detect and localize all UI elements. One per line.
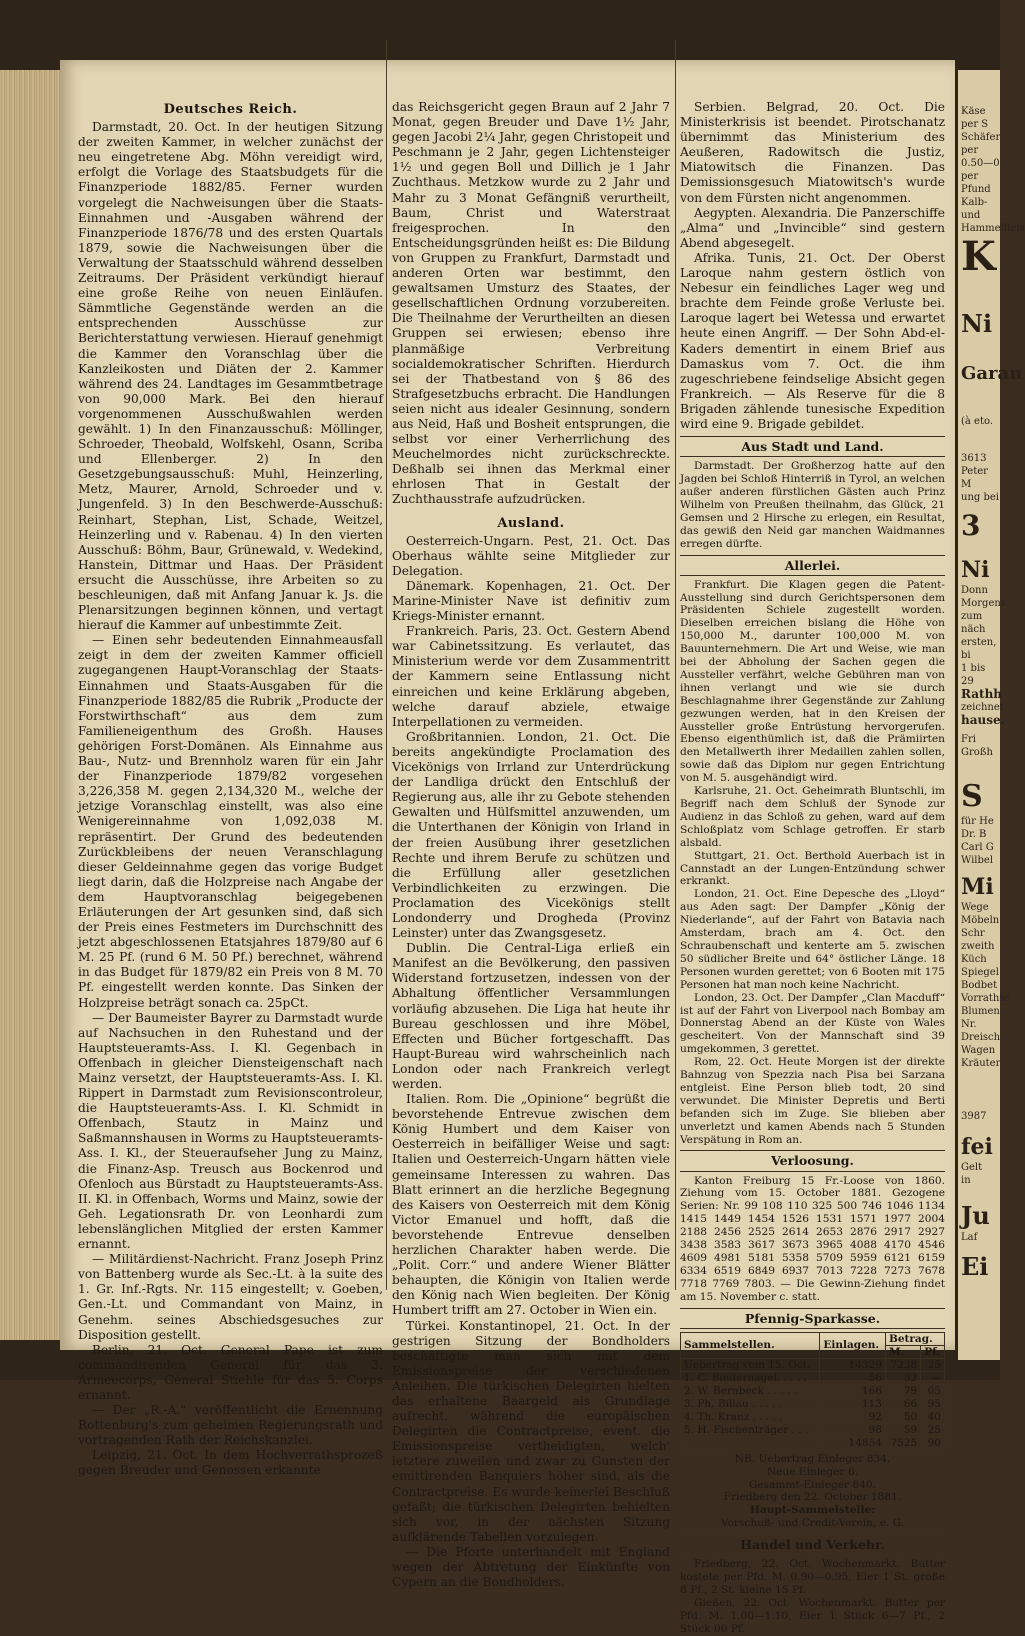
strip-line: Großh bbox=[961, 747, 993, 758]
table-cell bbox=[681, 1436, 820, 1449]
article-paragraph: — Einen sehr bedeutenden Einnahmeausfall zeigt in dem der zweiten Kammer officiell zugegangenen Haupt-Voranschlag der Staats-Einnahmen und Staats-Ausgaben für die Finanzperiode 1882/85 die Rubrik „Producte der Forstwirthschaft“ aus dem zum Familieneigenthum des Großh. Hauses gehörigen Forst-Domänen. Als Einnahme aus Bau-, Nutz- und Brennholz waren für ein Jahr der Finanzperiode 1879/82 vorgesehen 3,226,358 M. gegen 2,134,320 M., welche der jetzige Voranschlag einstellt, was also eine Wenigereinnahme von 1,092,038 M. repräsentirt. Der Grund des bedeutenden Zurückbleibens der neuen Veranschlagung dieser Geldeinnahme gegen das vorige Budget liegt darin, daß die Holzpreise nach Angabe der dem Hauptvoranschlag beigegebenen Erläuterungen der Art gesunken sind, daß sich der Preis eines Festmeters im Durchschnitt des jetzt abgeschlossenen Etatsjahres 1879/80 auf 6 M. 25 Pf. (rund 6 M. 50 Pf.) berechnet, während in das Budget für 1879/82 ein Preis von 8 M. 70 Pf. eingestellt werden konnte. Das Sinken der Holzpreise beträgt sonach ca. 25pCt. bbox=[78, 633, 383, 1010]
heading-sparkasse: Pfennig-Sparkasse. bbox=[680, 1308, 945, 1329]
strip-line: Wagen bbox=[961, 1045, 996, 1056]
article-paragraph: London, 23. Oct. Der Dampfer „Clan Macduff“ ist auf der Fahrt von Liverpool nach Bombay am Donnerstag Abend an der Küste von Wales gescheitert. Von der Mannschaft sind 39 umgekommen, 3 gerettet. bbox=[680, 991, 945, 1056]
strip-line: Wege bbox=[961, 902, 989, 913]
article-paragraph: Dublin. Die Central-Liga erließ ein Manifest an die Bevölkerung, den passiven Widerstand fortzusetzen, indessen von der Abhaltung öffentlicher Versammlungen vorläufig abzusehen. Die Liga hat heute ihr Bureau geschlossen und ihre Möbel, Effecten und Bücher fortgeschafft. Das Haupt-Bureau wird wahrscheinlich nach London oder nach Frankreich verlegt werden. bbox=[392, 941, 670, 1091]
table-cell: 3. Ph. Billau . . . . . bbox=[681, 1397, 820, 1410]
table-cell: 4. Th. Kranz . . . . . bbox=[681, 1410, 820, 1423]
strip-line: Fri bbox=[961, 734, 976, 745]
table-header: M. bbox=[885, 1345, 920, 1358]
strip-line: hause. bbox=[961, 713, 1005, 727]
strip-line: für He bbox=[961, 816, 994, 827]
article-paragraph: Aegypten. Alexandria. Die Panzerschiffe „Alma“ und „Invincible“ sind gestern Abend abgesegelt. bbox=[680, 205, 945, 250]
article-paragraph: Darmstadt. Der Großherzog hatte auf den Jagden bei Schloß Hinterriß in Tyrol, an welchen außer anderen fürstlichen Gästen auch Prinz Wilhelm von Preußen theilnahm, das Glück, 21 Gemsen und 2 Hirsche zu erlegen, ein Resultat, das gewiß den Neid gar manchen Waidmannes erregen dürfte. bbox=[680, 460, 945, 550]
sparkasse-table bbox=[680, 1332, 945, 1450]
strip-line: 3 bbox=[961, 509, 981, 542]
strip-line: Garan bbox=[961, 363, 1023, 384]
heading-verloosung: Verloosung. bbox=[680, 1150, 945, 1171]
article-paragraph: — Der Baumeister Bayrer zu Darmstadt wurde auf Nachsuchen in den Ruhestand und der Hauptsteueramts-Ass. I. Kl. Gegenbach in Offenbach in gleicher Diensteigenschaft nach Mainz versetzt, der Hauptsteueramts-Ass. I. Kl. Rippert in Darmstadt zum Revisionscontroleur, die Hauptsteueramts-Ass. I. Kl. Schmidt in Offenbach, Stautz in Mainz und Saßmannshausen in Worms zu Hauptsteueramts-Ass. I. Kl., der Steueraufseher Jung zu Mainz, die Finanz-Asp. Treusch aus Bockenrod und Ofenloch aus Bürstadt zu Hauptsteueramts-Ass. II. Kl. in Offenbach, Worms und Mainz, sowie der Geh. Legationsrath Dr. von Leonhardi zum lebenslänglichen Mitglied der ersten Kammer ernannt. bbox=[78, 1010, 383, 1252]
heading-handel-und-verkehr: Handel und Verkehr. bbox=[680, 1534, 945, 1555]
article-paragraph: Berlin, 21. Oct. General Pape ist zum commandirenden General für das 3. Armeecorps, General Stiehle für das 5. Corps ernannt. bbox=[78, 1342, 383, 1402]
strip-line: zweith bbox=[961, 941, 995, 952]
spar-note: Vorschuß- und Credit-Verein, e. G. bbox=[720, 1517, 905, 1530]
lottery-notice: Kanton Freiburg 15 Fr.-Loose von 1860. Ziehung vom 15. October 1881. Gezogene Serien: Nr. 99 108 110 325 500 746 1046 1134 1415 1449 1454 1526 1531 1571 1977 2004 2188 2456 2525 2614 2653 2876 2917 2927 3438 3583 3617 3673 3965 4088 4170 4546 4609 4981 5181 5358 5709 5959 6121 6159 6334 6519 6849 6937 7013 7228 7273 7678 7718 7769 7803. — Die Gewinn-Ziehung findet am 15. November c. statt. bbox=[680, 1174, 945, 1303]
table-cell: 98 bbox=[820, 1423, 886, 1436]
article-paragraph: Serbien. Belgrad, 20. Oct. Die Ministerkrisis ist beendet. Pirotschanatz übernimmt das Ministerium des Aeußeren, Radowitsch die Justiz, Miatowitsch die Finanzen. Das Demissionsgesuch Miatowitsch's wurde von dem Fürsten nicht angenommen. bbox=[680, 100, 945, 205]
strip-line: Schr bbox=[961, 928, 985, 939]
table-cell: — bbox=[921, 1371, 945, 1384]
article-continuation: das Reichsgericht gegen Braun auf 2 Jahr 7 Monat, gegen Breuder und Dave 1½ Jahr, gegen Jacobi 2¼ Jahr, gegen Christopeit und Peschmann je 2 Jahr, gegen Lichtensteiger 1½ und gegen Boll und Dillich je 1 Jahr Zuchthaus. Metzkow wurde zu 2 Jahr und Mahr zu 3 Monat Gefängniß verurtheilt, Baum, Christ und Waterstraat freigesprochen. In den Entscheidungsgründen heißt es: Die Bildung von Gruppen zu Frankfurt, Darmstadt und anderen Orten war bestimmt, den gewaltsamen Umsturz des Staates, der gesellschaftlichen Ordnung vorzubereiten. Die Theilnahme der Verurtheilten an diesen Gruppen sei erwiesen; ebenso ihre planmäßige Verbreitung socialdemokratischer Schriften. Hierdurch sei der Thatbestand von § 86 des Strafgesetzbuchs erbracht. Die Handlungen seien nicht aus idealer Gesinnung, sondern aus Neid, Haß und Bosheit entsprungen, die selbst vor einer Verherrlichung des Meuchelmordes nicht zurückschreckte. Deßhalb sei ihnen das Merkmal einer ehrlosen That in Gestalt der Zuchthausstrafe aufzudrücken. bbox=[392, 100, 670, 507]
strip-line: (à eto. bbox=[961, 416, 994, 427]
table-cell: 14854 bbox=[820, 1436, 886, 1449]
table-row bbox=[681, 1371, 945, 1384]
strip-line: Morgens bbox=[961, 598, 1006, 609]
strip-line: Nr. Dreisch bbox=[961, 1019, 1001, 1043]
strip-line: Blumen bbox=[961, 1006, 1000, 1017]
heading-ausland: Ausland. bbox=[497, 515, 565, 531]
table-cell: 56 bbox=[820, 1371, 886, 1384]
strip-line: Carl G bbox=[961, 842, 994, 853]
table-cell: 95 bbox=[921, 1397, 945, 1410]
strip-line: fei bbox=[961, 1134, 993, 1160]
spar-note: Friedberg den 22. October 1881. bbox=[723, 1491, 902, 1504]
strip-line: S bbox=[961, 779, 983, 814]
article-paragraph: London, 21. Oct. Eine Depesche des „Lloyd“ aus Aden sagt: Der Dampfer „König der Niederlande“, auf der Fahrt von Batavia nach Amsterdam, brach am 4. Oct. den Schraubenschaft und kenterte am 5. zwischen 50 südlicher Breite und 64° östlicher Länge. 18 Personen wurden gerettet; von 6 Booten mit 175 Personen hat man noch keine Nachricht. bbox=[680, 888, 945, 991]
strip-line: Rathh bbox=[961, 687, 1003, 701]
table-cell: 7238 bbox=[885, 1358, 920, 1371]
article-paragraph: — Die Pforte unterhandelt mit England wegen der Abtretung der Einkünfte von Cypern an die Bondholders. bbox=[392, 1544, 670, 1590]
strip-line: Käse per S bbox=[961, 106, 989, 130]
spar-note: Haupt-Sammelstelle: bbox=[749, 1504, 876, 1517]
table-cell: 2. W. Bernbeck . . . . . bbox=[681, 1384, 820, 1397]
strip-line: Wilbel bbox=[961, 855, 994, 866]
table-cell: 40 bbox=[921, 1410, 945, 1423]
table-header: Einlagen. bbox=[820, 1332, 886, 1358]
table-row-total bbox=[681, 1436, 945, 1449]
table-cell: 166 bbox=[820, 1384, 886, 1397]
spar-note: Gesammt-Einleger 840. bbox=[748, 1478, 877, 1491]
table-cell: 113 bbox=[820, 1397, 886, 1410]
heading-allerlei: Allerlei. bbox=[680, 555, 945, 576]
strip-line: Küch bbox=[961, 954, 987, 965]
strip-line: Möbeln bbox=[961, 915, 1000, 926]
heading-deutsches-reich: Deutsches Reich. bbox=[163, 102, 298, 117]
article-paragraph: Rom, 22. Oct. Heute Morgen ist der direkte Bahnzug von Spezzia nach Pisa bei Sarzana entgleist. Eine Person blieb todt, 20 sind verwundet. Die Minister Depretis und Berti befanden sich im Zuge. Sie blieben aber unverletzt und kamen Abends nach 5 Stunden Verspätung in Rom an. bbox=[680, 1056, 945, 1146]
table-row bbox=[681, 1397, 945, 1410]
strip-line: Mi bbox=[961, 874, 994, 900]
strip-line: zum näch bbox=[961, 611, 986, 635]
article-paragraph: Frankreich. Paris, 23. Oct. Gestern Abend war Cabinetssitzung. Es verlautet, das Ministerium werde vor dem Zusammentritt der Kammern seine Entlassung nicht einreichen und keine Erklärung abgeben, welche darauf abziele, etwaige Interpellationen zu vermeiden. bbox=[392, 624, 670, 729]
table-header: Betrag. bbox=[885, 1332, 944, 1345]
table-cell: 25 bbox=[921, 1423, 945, 1436]
table-cell: 92 bbox=[820, 1410, 886, 1423]
table-cell: 50 bbox=[885, 1410, 920, 1423]
table-header: Pf. bbox=[921, 1345, 945, 1358]
strip-line: Donn bbox=[961, 585, 988, 596]
article-paragraph: Großbritannien. London, 21. Oct. Die bereits angekündigte Proclamation des Vicekönigs von Irrland zur Unterdrückung der Landliga drückt den Entschluß der Regierung aus, alle ihr zu Gebote stehenden Gewalten und Hülfsmittel anzuwenden, um die Unterthanen der Königin von Irland in der freien Ausübung ihrer gesetzlichen Rechte und ihrem Berufe zu schützen und die Erfüllung aller gesetzlichen Verbindlichkeiten zu erzwingen. Die Proclamation des Vicekönigs stellt Londonderry und Drogheda (Provinz Leinster) unter das Zwangsgesetz. bbox=[392, 729, 670, 941]
strip-line: Ni bbox=[961, 557, 990, 583]
strip-line: 1 bis 29 bbox=[961, 663, 986, 687]
table-row bbox=[681, 1358, 945, 1371]
heading-stadt-und-land: Aus Stadt und Land. bbox=[680, 436, 945, 457]
strip-line: Vorrathsc bbox=[961, 993, 1011, 1004]
article-paragraph: Italien. Rom. Die „Opinione“ begrüßt die bevorstehende Entrevue zwischen dem König Humbert und dem Kaiser von Oesterreich in beifälliger Weise und sagt: Italien und Oesterreich-Ungarn hätten viele gemeinsame Interessen zu wahren. Das Blatt erinnert an die herzliche Begegnung des Kaisers von Oesterreich mit dem König Victor Emanuel und hofft, daß die bevorstehende Entrevue denselben herzlichen Charakter haben werde. Die „Polit. Corr.“ und andere Wiener Blätter behaupten, die Königin von Italien werde den König nach Wien begleiten. Der König Humbert trifft am 27. October in Wien ein. bbox=[392, 1092, 670, 1318]
article-paragraph: Stuttgart, 21. Oct. Berthold Auerbach ist in Cannstadt an der Lungen-Entzündung schwer erkrankt. bbox=[680, 849, 945, 888]
table-row bbox=[681, 1410, 945, 1423]
table-cell: 66 bbox=[885, 1397, 920, 1410]
strip-line: per Pfund bbox=[961, 171, 991, 195]
market-report: Friedberg, 22. Oct. Wochenmarkt. Butter kostete per Pfd. M. 0.90—0.95, Eier 1 St. große 8 Pf., 2 St. kleine 15 Pf. bbox=[680, 1558, 945, 1597]
table-row bbox=[681, 1384, 945, 1397]
table-row bbox=[681, 1423, 945, 1436]
table-cell: Uebertrag vom 15. Oct. bbox=[681, 1358, 820, 1371]
column-deutsches-reich bbox=[78, 100, 383, 1479]
strip-line: in bbox=[961, 1175, 971, 1186]
article-paragraph: Frankfurt. Die Klagen gegen die Patent-Ausstellung sind durch Gerichtspersonen dem Präsidenten Schiele zugestellt worden. Dieselben erreichen bislang die Höhe von 150,000 M., darunter 100,000 M. von Bauunternehmern. Die Art und Weise, wie man bei der Abholung der Sachen gegen die Aussteller verfährt, welche Gebühren man von ihnen verlangt und wie sie durch Beschlagnahme ihrer Gegenstände zur Zahlung gezwungen werden, hat in den Kreisen der Aussteller große Entrüstung hervorgerufen. Ebenso eigenthümlich ist, daß die Prämiirten den Metallwerth ihrer Medaillen zahlen sollen, sowie daß das Diplom nur gegen Entrichtung von M. 5. ausgehändigt wird. bbox=[680, 578, 945, 785]
article-paragraph: Leipzig, 21. Oct. In dem Hochverrathsprozeß gegen Breuder und Genossen erkannte bbox=[78, 1448, 383, 1478]
strip-line: ung bei bbox=[961, 492, 999, 503]
article-paragraph: Oesterreich-Ungarn. Pest, 21. Oct. Das Oberhaus wählte seine Mitglieder zur Delegation. bbox=[392, 533, 670, 578]
strip-line: Dr. B bbox=[961, 829, 987, 840]
table-cell: 79 bbox=[885, 1384, 920, 1397]
table-cell: 90 bbox=[921, 1436, 945, 1449]
strip-line: Hammelfleis bbox=[961, 223, 1025, 234]
article-paragraph: — Militärdienst-Nachricht. Franz Joseph Prinz von Battenberg wurde als Sec.-Lt. à la suite des 1. Gr. Inf.-Rgts. Nr. 115 eingestellt; v. Goeben, Gen.-Lt. und Commandant von Mainz, in Genehm. seines Abschiedsgesuches zur Disposition gestellt. bbox=[78, 1252, 383, 1342]
strip-line: 3613 bbox=[961, 453, 987, 464]
strip-line: Gelt bbox=[961, 1162, 983, 1173]
strip-line: Kräuter bbox=[961, 1058, 1001, 1069]
strip-line: Ei bbox=[961, 1252, 989, 1281]
table-cell: 25 bbox=[921, 1358, 945, 1371]
book-page-edges bbox=[0, 70, 60, 1340]
strip-line: Laf bbox=[961, 1232, 978, 1243]
column-news-and-notices bbox=[680, 100, 945, 1636]
spar-note: NB. Uebertrag Einleger 834. bbox=[734, 1452, 891, 1465]
article-paragraph: Afrika. Tunis, 21. Oct. Der Oberst Laroque nahm gestern östlich von Nebesur ein feindliches Lager weg und brachte dem Feinde große Verluste bei. Laroque lagert bei Wetessa und erwartet heute einen Angriff. — Der Sohn Abd-el-Kaders dementirt in einem Brief aus Damaskus vom 7. Oct. die ihm zugeschriebene feindselige Absicht gegen Frankreich. — Als Reserve für die 8 Brigaden zählende tunesische Expedition wird eine 9. Brigade gebildet. bbox=[680, 250, 945, 431]
table-header: Sammelstellen. bbox=[681, 1332, 820, 1358]
strip-line: zeichnet bbox=[961, 702, 1004, 713]
article-paragraph: Türkei. Konstantinopel, 21. Oct. In der gestrigen Sitzung der Bondholders beschäftigte man sich mit dem Emissionspreise der verschiedenen Anleihen. Die türkischen Delegirten hielten das erhaltene Baargeld als Grundlage aufrecht, während die europäischen Delegirten die Contractpreise, event. die Emissionspreise vertheidigten, welch' letztere zuweilen und zwar zu Gunsten der emittirenden Banquiers höher sind, als die Contractpreise. Es wurde keinerlei Beschluß gefaßt; die türkischen Delegirten behielten sich vor, in der nächsten Sitzung aufklärende Tabellen vorzulegen. bbox=[392, 1318, 670, 1544]
table-cell: 32 bbox=[885, 1371, 920, 1384]
strip-line: Peter M bbox=[961, 466, 988, 490]
article-paragraph: Dänemark. Kopenhagen, 21. Oct. Der Marine-Minister Nave ist definitiv zum Kriegs-Minister ernannt. bbox=[392, 578, 670, 624]
article-paragraph: Darmstadt, 20. Oct. In der heutigen Sitzung der zweiten Kammer, in welcher zunächst der neu eingetretene Abg. Möhn vereidigt wird, erfolgt die Vorlage des Staatsbudgets für die Finanzperiode 1882/85. Ferner wurden vorgelegt die Nachweisungen über die Staats-Einnahmen und -Ausgaben während der Finanzperiode 1876/78 und des ersten Quartals 1879, sowie die Nachweisungen über die Verwaltung der Staatsschuld während desselben Zeitraums. Der Präsident verkündigt hierauf eine große Reihe von neuen Einläufen. Sämmtliche Gegenstände werden an die entsprechenden Ausschüsse zur Berichterstattung verwiesen. Hierauf genehmigt die Kammer den Voranschlag über die Kanzleikosten und Diäten der 2. Kammer während des 24. Landtages im Gesammtbetrage von 90,000 Mark. Bei den hierauf vorgenommenen Ausschußwahlen werden gewählt. 1) In den Finanzausschuß: Möllinger, Schroeder, Theobald, Wolfskehl, Osann, Scriba und Ellenberger. 2) In den Gesetzgebungsausschuß: Muhl, Heinzerling, Metz, Maurer, Arnold, Schroeder und v. Jungenfeld. 3) In den Beschwerde-Ausschuß: Reinhart, Stephan, List, Schade, Weitzel, Heinzerling und v. Rabenau. 4) In den vierten Ausschuß: Böhm, Baur, Grünewald, v. Wedekind, Hanstein, Dittmar und Haas. Der Präsident ersucht die Ausschüsse, ihre Arbeiten so zu beschleunigen, daß mit Anfang Januar k. Js. die Plenarsitzungen beginnen können, und vertagt hierauf die Kammer auf unbestimmte Zeit. bbox=[78, 120, 383, 633]
table-cell: 7525 bbox=[885, 1436, 920, 1449]
table-cell: 5. H. Fischenträger . . . bbox=[681, 1423, 820, 1436]
article-paragraph: Karlsruhe, 21. Oct. Geheimrath Bluntschli, im Begriff nach dem Schluß der Synode zur Audienz in das Schloß zu gehen, ward auf dem Schloßplatz vom Schlage getroffen. Er starb alsbald. bbox=[680, 785, 945, 849]
table-cell: 59 bbox=[885, 1423, 920, 1436]
article-paragraph: — Der „R.-A.“ veröffentlicht die Ernennung Rottenburg's zum geheimen Regierungsrath und vortragenden Rath der Reichskanzlei. bbox=[78, 1403, 383, 1448]
market-report: Gießen, 22. Oct. Wochenmarkt. Butter per Pfd. M. 1.00—1.10, Eier 1 Stück 6—7 Pf., 2 Stück 00 Pf. bbox=[680, 1596, 945, 1635]
strip-line: Ni bbox=[961, 309, 993, 338]
spar-note: Neue Einleger 6. bbox=[766, 1465, 859, 1478]
strip-line: Kalb- und bbox=[961, 197, 988, 221]
strip-line: Bodbet bbox=[961, 980, 998, 991]
table-cell: 05 bbox=[921, 1384, 945, 1397]
adjacent-page-strip bbox=[958, 70, 1025, 1360]
table-cell: 14329 bbox=[820, 1358, 886, 1371]
column-rule-1 bbox=[386, 40, 387, 1290]
column-rule-2 bbox=[675, 40, 676, 1290]
table-cell: 1. C. Bindernagel. . . . . bbox=[681, 1371, 820, 1384]
strip-line: Spiegel bbox=[961, 967, 999, 978]
strip-line: 3987 bbox=[961, 1111, 987, 1122]
column-ausland bbox=[392, 100, 670, 1590]
strip-line: 0.50—0 bbox=[961, 158, 1000, 169]
strip-line: Schäfer per bbox=[961, 132, 1001, 156]
strip-line: Ju bbox=[961, 1201, 990, 1230]
strip-line: ersten, bi bbox=[961, 637, 997, 661]
strip-line: K bbox=[961, 233, 996, 280]
